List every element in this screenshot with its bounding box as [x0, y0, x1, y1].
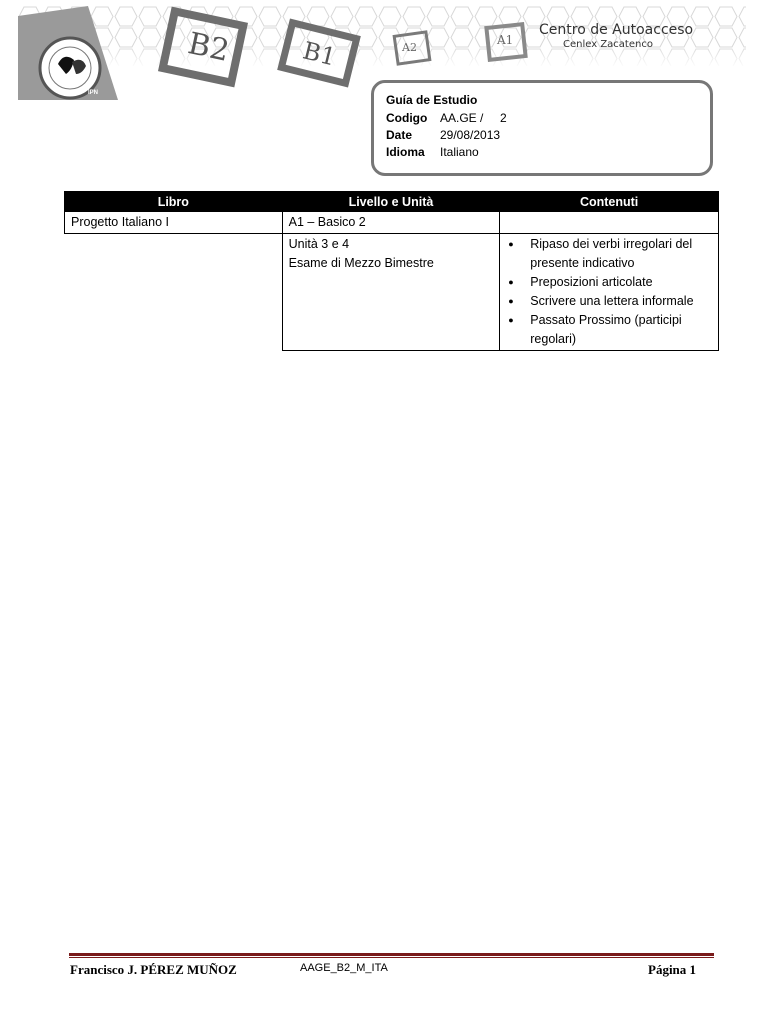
list-item: ● Preposizioni articolate — [528, 273, 712, 292]
info-extra: 2 — [500, 111, 507, 125]
table-row — [65, 234, 719, 351]
header-contenuti: Contenuti — [500, 192, 719, 212]
level-tag-b2-label: B2 — [184, 26, 233, 69]
footer-code: AAGE_B2_M_ITA — [300, 962, 388, 974]
contents-list — [506, 235, 712, 349]
info-value: Italiano — [440, 145, 479, 159]
info-title: Guía de Estudio — [386, 93, 478, 107]
cell-livello-units — [282, 234, 500, 351]
center-title: Centro de Autoacceso — [539, 22, 694, 38]
footer-page-number: Página 1 — [648, 962, 697, 977]
info-key: Codigo — [386, 111, 428, 125]
level-tag-b1-label: B1 — [300, 36, 339, 72]
cell-contenuti-list — [500, 234, 719, 351]
info-key: Idioma — [386, 145, 425, 159]
logo-ipn-text: IPN — [88, 90, 99, 96]
info-value: 29/08/2013 — [440, 128, 501, 142]
info-value: AA.GE / — [440, 111, 484, 125]
footer-rule-thin — [69, 957, 714, 958]
info-key: Date — [386, 128, 413, 142]
list-item: ● Passato Prossimo (participi regolari) — [528, 311, 712, 349]
header-livello: Livello e Unità — [282, 192, 500, 212]
livello-line: Esame di Mezzo Bimestre — [288, 256, 434, 270]
contents-table — [64, 191, 719, 351]
livello-line: Unità 3 e 4 — [288, 237, 350, 251]
list-item: ● Scrivere una lettera informale — [528, 292, 712, 311]
footer-rule — [69, 953, 714, 956]
cell-libro-empty — [65, 234, 283, 351]
footer-author: Francisco J. PÉREZ MUÑOZ — [70, 962, 237, 977]
study-guide-info-box — [371, 80, 713, 176]
center-subtitle: Cenlex Zacatenco — [563, 39, 653, 50]
cell-livello: A1 – Basico 2 — [282, 212, 500, 234]
cell-contenuti — [500, 212, 719, 234]
cell-libro: Progetto Italiano I — [65, 212, 283, 234]
list-item: ● Ripaso dei verbi irregolari del presente indicativo — [528, 235, 712, 273]
level-tag-a2-label: A2 — [402, 41, 417, 54]
table-header-row — [65, 192, 719, 212]
level-tag-a1-label: A1 — [497, 33, 514, 47]
table-row — [65, 212, 719, 234]
header-libro: Libro — [65, 192, 283, 212]
